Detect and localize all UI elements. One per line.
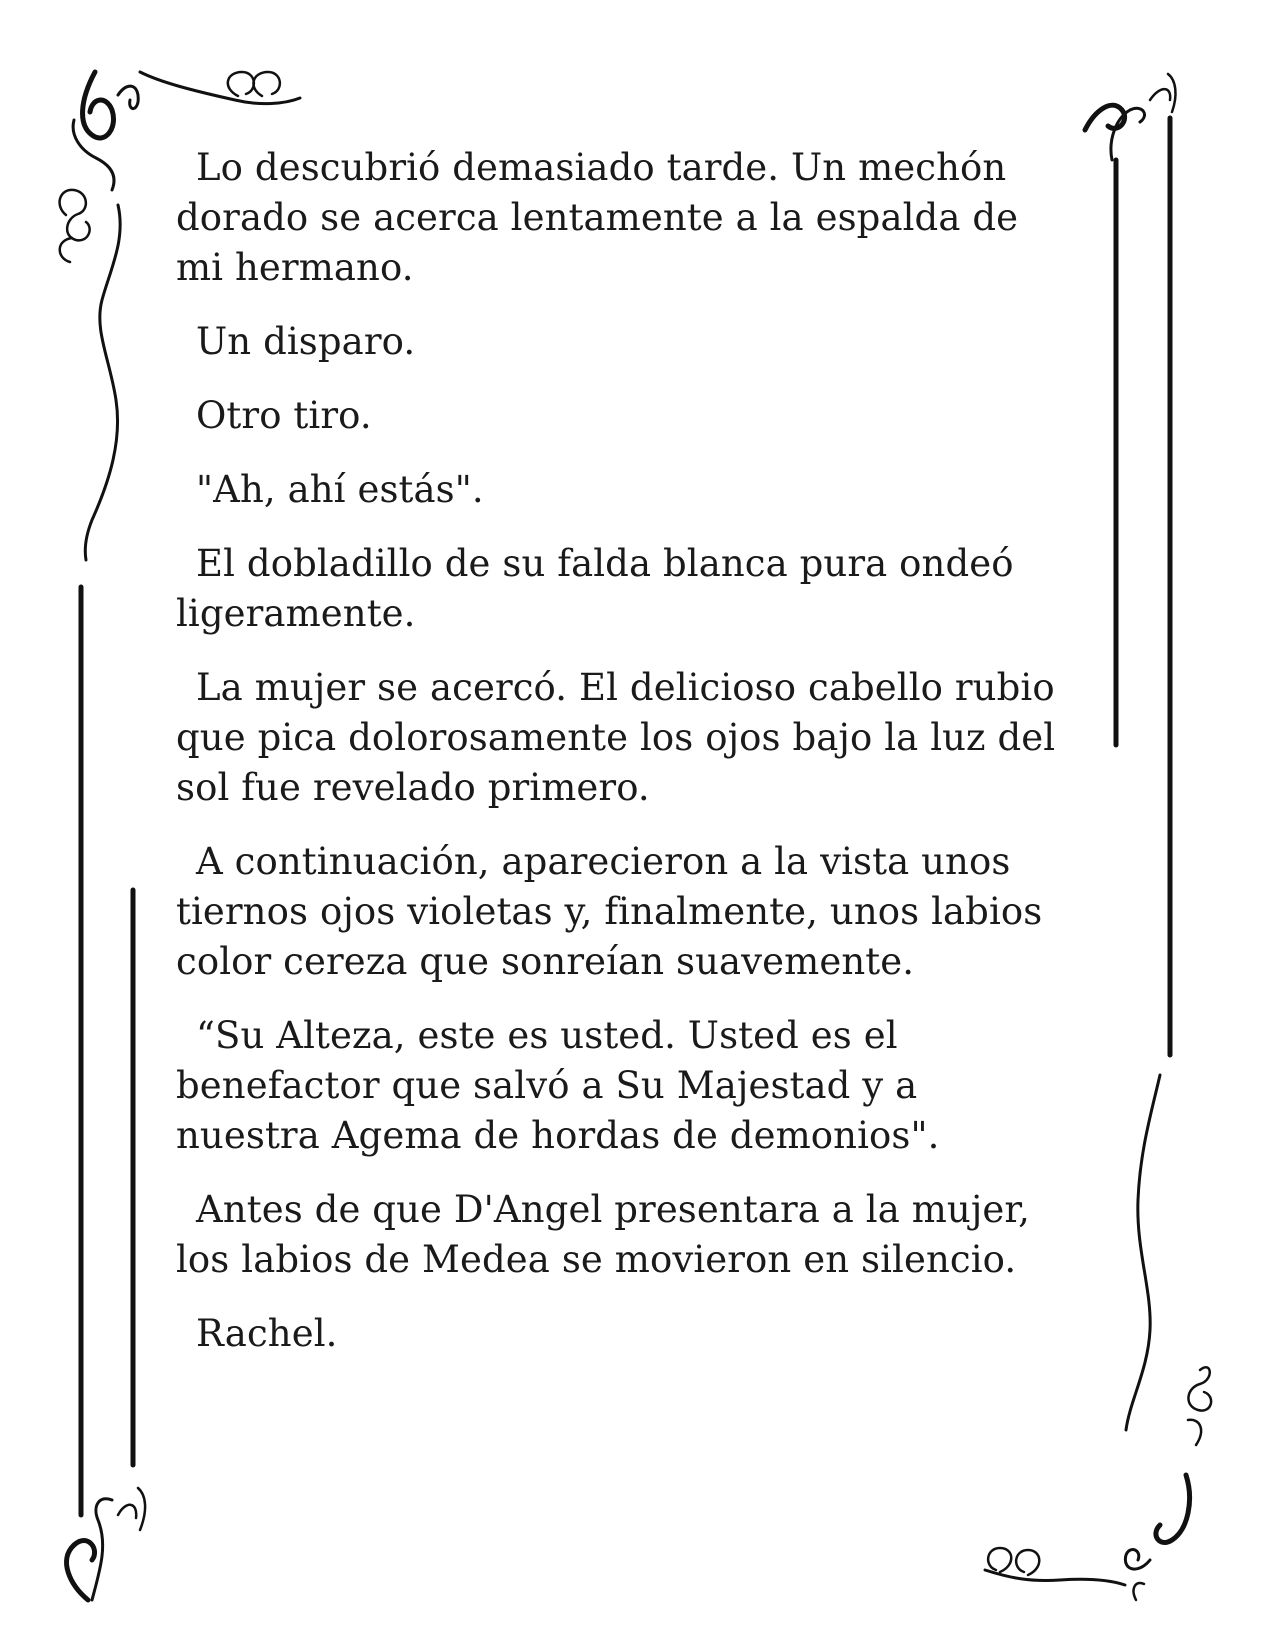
paragraph: Rachel. — [196, 1312, 338, 1355]
paragraph: A continuación, aparecieron a la vista unos tiernos ojos violetas y, finalmente, unos labios color cereza que sonreían suavemente. — [176, 840, 1043, 983]
paragraph: “Su Alteza, este es usted. Usted es el benefactor que salvó a Su Majestad y a nuestra Agema de hordas de demonios". — [176, 1014, 940, 1157]
paragraph: Un disparo. — [196, 320, 416, 363]
paragraph: Lo descubrió demasiado tarde. Un mechón dorado se acerca lentamente a la espalda de mi hermano. — [176, 146, 1019, 289]
paragraph: El dobladillo de su falda blanca pura ondeó ligeramente. — [176, 542, 1014, 635]
paragraph: "Ah, ahí estás". — [196, 468, 484, 511]
story-text — [176, 143, 1056, 1383]
flourish-bottom-left-icon — [67, 1488, 146, 1600]
flourish-top-right-icon — [1085, 74, 1175, 160]
paragraph: La mujer se acercó. El delicioso cabello rubio que pica dolorosamente los ojos bajo la luz del sol fue revelado primero. — [176, 666, 1056, 809]
paragraph: Otro tiro. — [196, 394, 372, 437]
paragraph: Antes de que D'Angel presentara a la mujer, los labios de Medea se movieron en silencio. — [176, 1188, 1030, 1281]
